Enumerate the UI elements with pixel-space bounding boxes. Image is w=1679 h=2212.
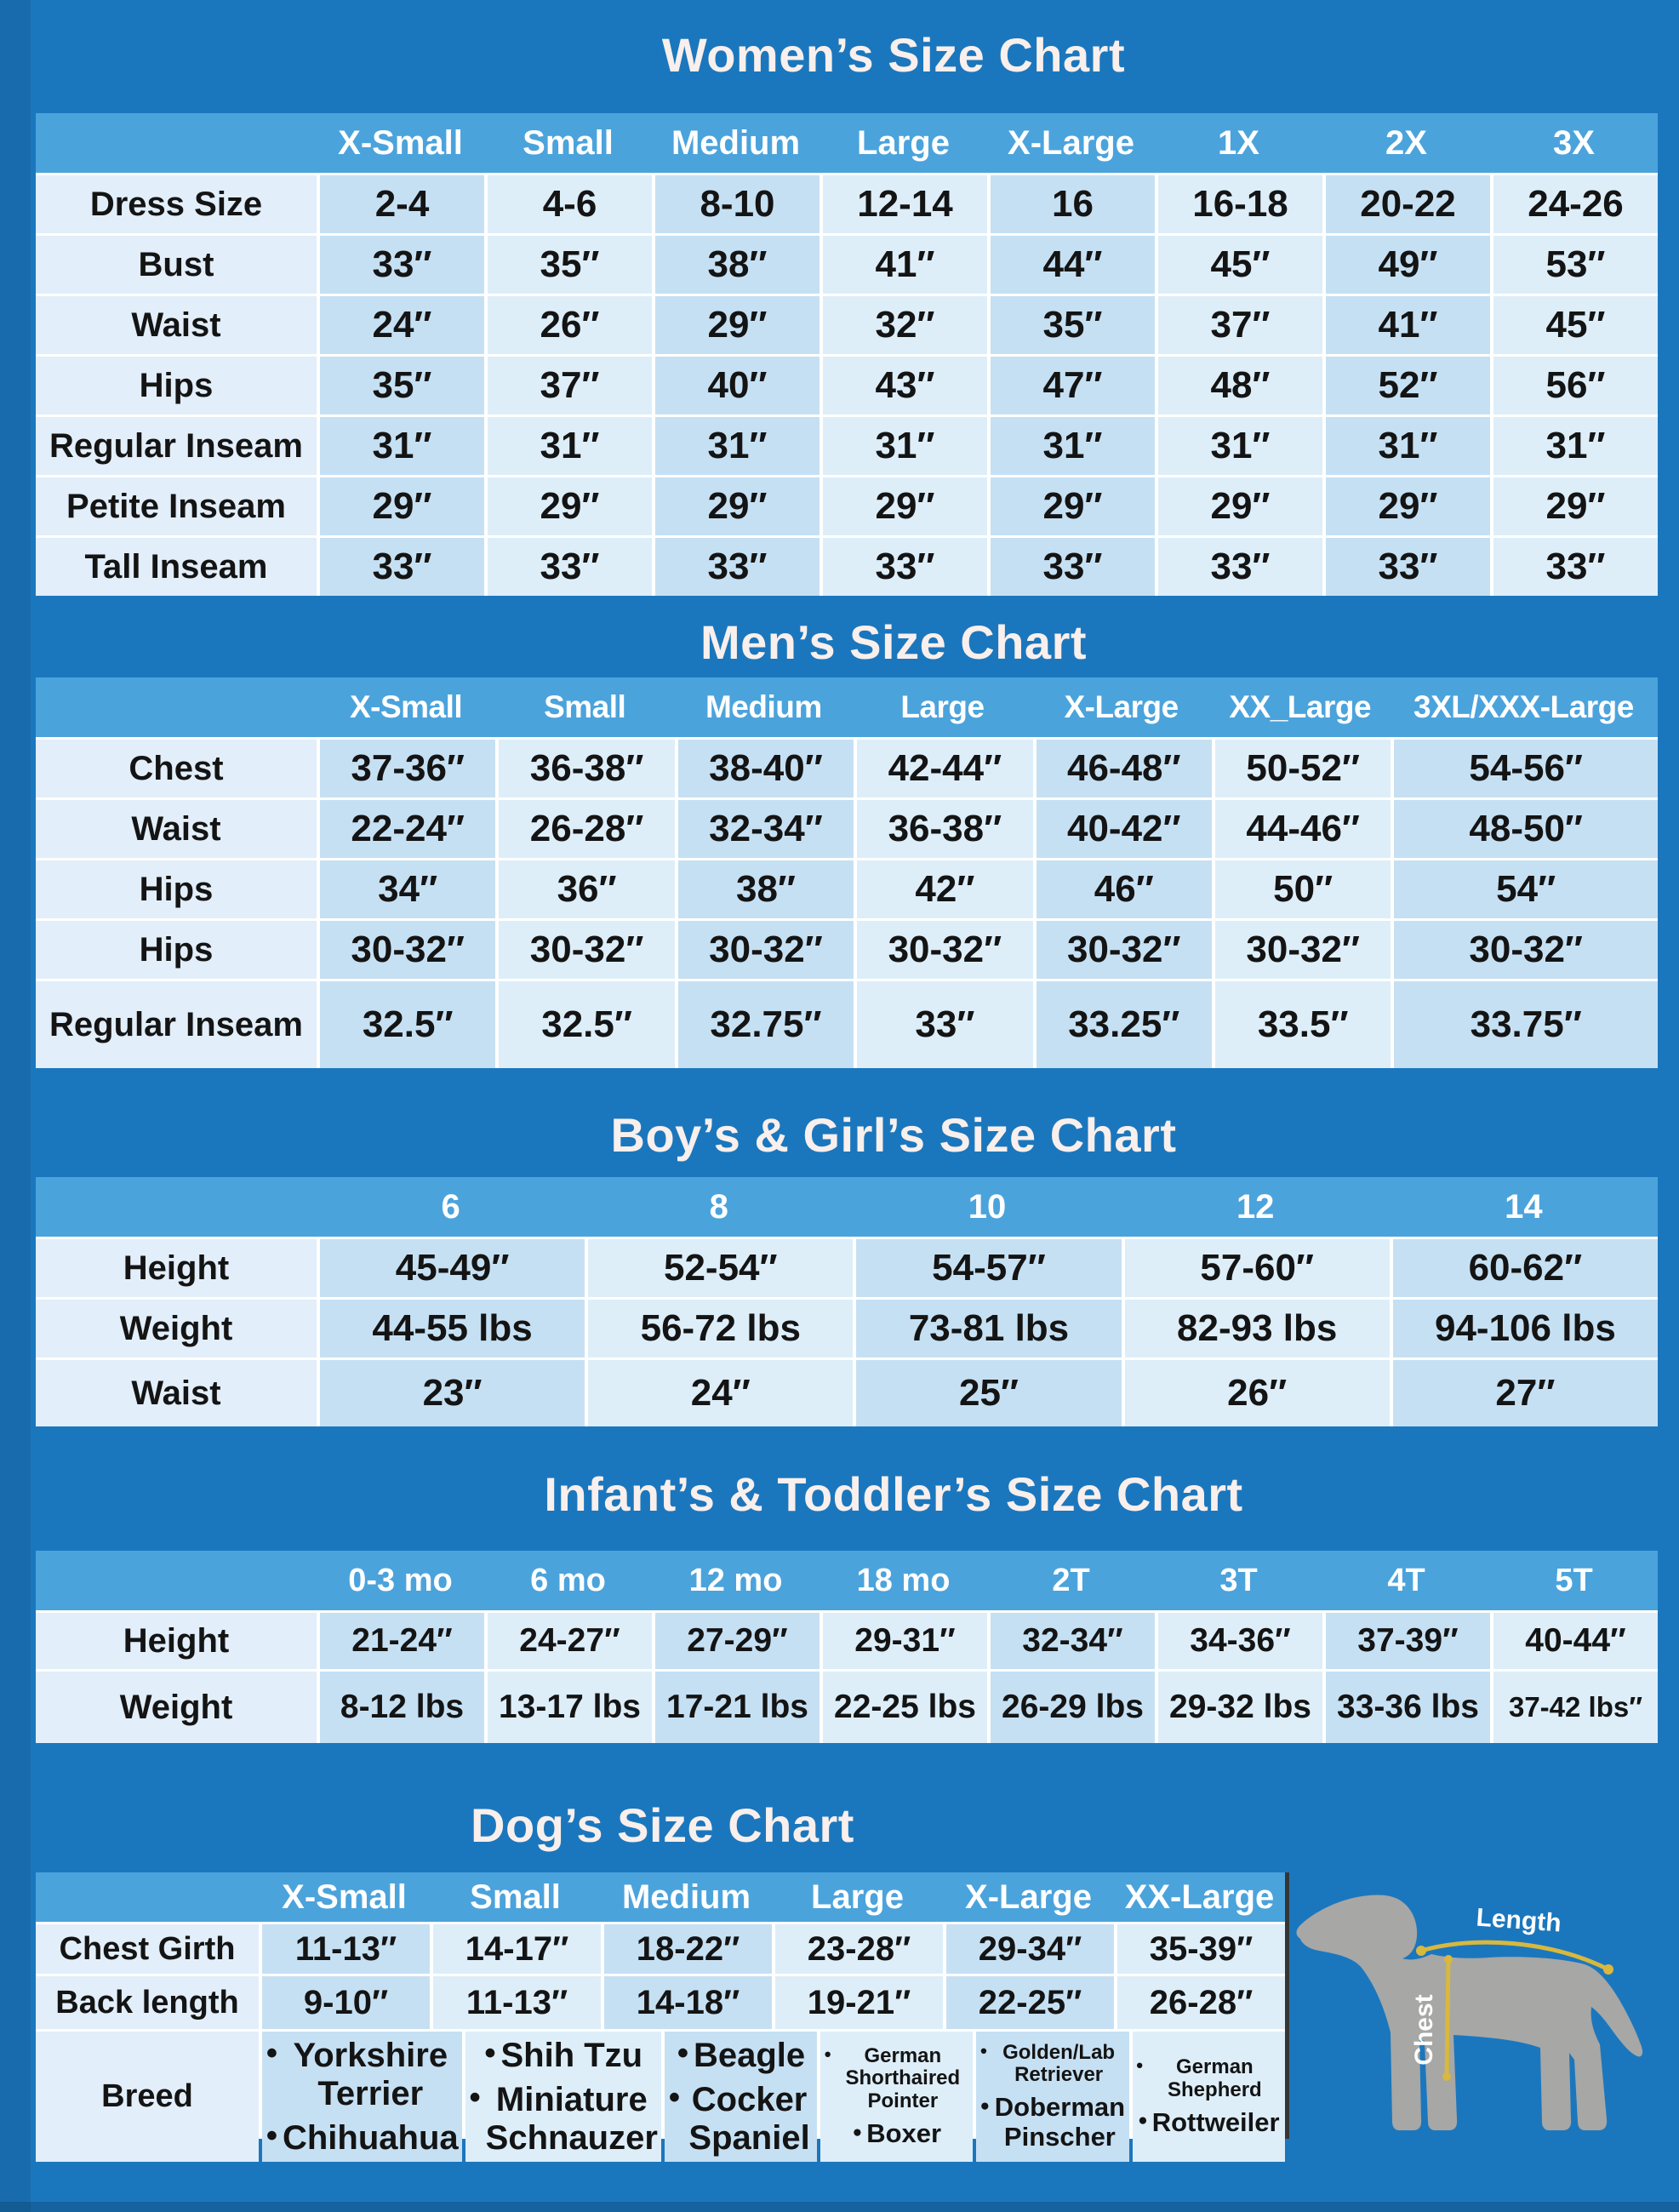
mens-value-cell: 36″: [499, 860, 674, 918]
infant-row-label: Height: [36, 1613, 317, 1669]
dog-header-spacer: [36, 1872, 259, 1922]
womens-value-cell: 40″: [655, 357, 820, 414]
womens-row-tall-inseam: [36, 538, 1658, 596]
infant-value-cell: 37-39″: [1326, 1613, 1490, 1669]
mens-row-label: Regular Inseam: [36, 981, 317, 1068]
mens-value-cell: 46-48″: [1037, 740, 1212, 797]
womens-value-cell: 47″: [991, 357, 1155, 414]
boys-value-cell: 24″: [588, 1360, 853, 1426]
womens-column-header: 1X: [1218, 123, 1259, 162]
breed-name: Chihuahua: [282, 2118, 459, 2157]
infant-row-height: [36, 1613, 1658, 1669]
mens-value-cell: 44-46″: [1215, 800, 1391, 858]
mens-row-hips: [36, 921, 1658, 979]
womens-value-cell: 29″: [655, 296, 820, 354]
chest-line-top-dot: [1444, 1955, 1453, 1963]
mens-value-cell: 30-32″: [678, 921, 854, 979]
womens-value-cell: 8-10: [655, 175, 820, 233]
dog-column-header: Small: [470, 1878, 561, 1916]
womens-value-cell: 31″: [1493, 417, 1658, 475]
infant-header-row: [36, 1551, 1658, 1610]
infant-value-cell: 21-24″: [320, 1613, 484, 1669]
womens-column-header: X-Small: [338, 123, 463, 162]
infant-header-spacer: [36, 1551, 317, 1610]
womens-value-cell: 29″: [488, 477, 652, 535]
breed-name: Golden/Lab Retriever: [1002, 2040, 1116, 2087]
mens-value-cell: 54″: [1394, 860, 1658, 918]
dog-breed-cell: [1133, 2032, 1285, 2162]
mens-column-header: X-Small: [349, 689, 463, 724]
womens-value-cell: 31″: [823, 417, 987, 475]
womens-value-cell: 20-22: [1326, 175, 1490, 233]
womens-value-cell: 33″: [991, 538, 1155, 596]
infant-column-header: 3T: [1219, 1562, 1258, 1598]
womens-value-cell: 29″: [655, 477, 820, 535]
dog-column-header: XX-Large: [1124, 1878, 1275, 1916]
breed-item: [979, 2093, 1125, 2152]
mens-value-cell: 32.5″: [320, 981, 495, 1068]
mens-value-cell: 37-36″: [320, 740, 495, 797]
breed-item: [469, 2081, 658, 2158]
womens-row-label: Regular Inseam: [36, 417, 317, 475]
womens-value-cell: 38″: [655, 236, 820, 294]
mens-column-header: Medium: [705, 689, 822, 724]
breed-item: [668, 2081, 814, 2158]
boys-value-cell: 44-55 lbs: [320, 1300, 585, 1357]
dog-value-cell: 23-28″: [775, 1924, 943, 1974]
mens-row-hips: [36, 860, 1658, 918]
womens-value-cell: 41″: [823, 236, 987, 294]
boys-column-header: 14: [1505, 1187, 1543, 1226]
dog-breed-cell: [820, 2032, 973, 2162]
womens-value-cell: 33″: [655, 538, 820, 596]
dog-column-header: Large: [811, 1878, 904, 1916]
length-line-end-dot: [1603, 1964, 1613, 1975]
womens-value-cell: 29″: [1326, 477, 1490, 535]
womens-value-cell: 31″: [1326, 417, 1490, 475]
womens-value-cell: 16: [991, 175, 1155, 233]
infant-value-cell: 29-32 lbs: [1158, 1672, 1322, 1743]
mens-value-cell: 33.25″: [1037, 981, 1212, 1068]
mens-value-cell: 50″: [1215, 860, 1391, 918]
mens-value-cell: 38″: [678, 860, 854, 918]
womens-row-regular-inseam: [36, 417, 1658, 475]
boys-value-cell: 25″: [856, 1360, 1121, 1426]
mens-value-cell: 40-42″: [1037, 800, 1212, 858]
womens-value-cell: 31″: [320, 417, 484, 475]
womens-header-spacer: [36, 113, 317, 173]
breed-item: [853, 2119, 941, 2149]
dog-breed-cell: [976, 2032, 1128, 2162]
mens-chart-title: Men’s Size Chart: [700, 615, 1088, 669]
mens-value-cell: 33.5″: [1215, 981, 1391, 1068]
mens-value-cell: 42-44″: [857, 740, 1032, 797]
bullet-icon: ●: [468, 2084, 482, 2108]
dog-value-cell: 35-39″: [1117, 1924, 1285, 1974]
mens-row-label: Hips: [36, 921, 317, 979]
dog-column-header: X-Large: [965, 1878, 1092, 1916]
bullet-icon: ●: [676, 2040, 689, 2064]
womens-value-cell: 31″: [488, 417, 652, 475]
womens-value-cell: 37″: [1158, 296, 1322, 354]
mens-value-cell: 30-32″: [1215, 921, 1391, 979]
womens-row-petite-inseam: [36, 477, 1658, 535]
length-line-start-dot: [1416, 1946, 1426, 1956]
mens-value-cell: 30-32″: [857, 921, 1032, 979]
boys-row-weight: [36, 1300, 1658, 1357]
bullet-icon: ●: [979, 2096, 991, 2115]
dog-value-cell: 11-13″: [262, 1924, 430, 1974]
dog-row-label: Back length: [36, 1976, 259, 2029]
womens-value-cell: 45″: [1493, 296, 1658, 354]
womens-value-cell: 29″: [1158, 477, 1322, 535]
length-label: Length: [1475, 1903, 1562, 1938]
womens-header-row: [36, 113, 1658, 173]
dog-header-row: [36, 1872, 1285, 1922]
bullet-icon: ●: [483, 2040, 497, 2064]
infant-value-cell: 22-25 lbs: [823, 1672, 987, 1743]
boys-value-cell: 54-57″: [856, 1239, 1121, 1297]
breed-name: Beagle: [693, 2037, 806, 2074]
womens-value-cell: 35″: [488, 236, 652, 294]
bullet-icon: ●: [1138, 2112, 1148, 2130]
womens-value-cell: 29″: [1493, 477, 1658, 535]
mens-value-cell: 36-38″: [857, 800, 1032, 858]
mens-column-header: Large: [900, 689, 985, 724]
womens-value-cell: 16-18: [1158, 175, 1322, 233]
mens-row-label: Chest: [36, 740, 317, 797]
bullet-icon: ●: [979, 2043, 988, 2058]
womens-value-cell: 33″: [1493, 538, 1658, 596]
womens-value-cell: 24″: [320, 296, 484, 354]
breed-name: Yorkshire Terrier: [293, 2037, 448, 2112]
womens-row-label: Dress Size: [36, 175, 317, 233]
boys-value-cell: 82-93 lbs: [1125, 1300, 1390, 1357]
womens-value-cell: 33″: [488, 538, 652, 596]
womens-chart-title: Women’s Size Chart: [661, 28, 1126, 82]
mens-value-cell: 50-52″: [1215, 740, 1391, 797]
mens-column-header: XX_Large: [1229, 689, 1372, 724]
womens-row-hips: [36, 357, 1658, 414]
chest-measure-line: [1447, 1959, 1448, 2077]
womens-value-cell: 53″: [1493, 236, 1658, 294]
dog-value-cell: 14-17″: [433, 1924, 601, 1974]
breed-item: [483, 2037, 642, 2075]
boys-row-label: Height: [36, 1239, 317, 1297]
mens-value-cell: 42″: [857, 860, 1032, 918]
boys-value-cell: 26″: [1125, 1360, 1390, 1426]
dogs-chart-title: Dog’s Size Chart: [471, 1798, 854, 1852]
womens-value-cell: 33″: [320, 538, 484, 596]
boys-girls-size-table: [36, 1177, 1658, 1426]
mens-value-cell: 26-28″: [499, 800, 674, 858]
breed-name: Boxer: [866, 2118, 942, 2149]
mens-column-header: Small: [544, 689, 626, 724]
chest-label: Chest: [1410, 1994, 1438, 2066]
womens-value-cell: 31″: [991, 417, 1155, 475]
mens-value-cell: 36-38″: [499, 740, 674, 797]
womens-value-cell: 32″: [823, 296, 987, 354]
boys-row-waist: [36, 1360, 1658, 1426]
womens-value-cell: 33″: [320, 236, 484, 294]
bullet-icon: ●: [667, 2084, 681, 2108]
breed-name: German Shepherd: [1168, 2055, 1262, 2101]
mens-value-cell: 54-56″: [1394, 740, 1658, 797]
mens-value-cell: 33″: [857, 981, 1032, 1068]
mens-row-label: Hips: [36, 860, 317, 918]
boys-header-row: [36, 1177, 1658, 1237]
womens-column-header: Small: [523, 123, 614, 162]
womens-column-header: X-Large: [1008, 123, 1134, 162]
breed-item: [677, 2037, 805, 2075]
breed-name: Rottweiler: [1151, 2106, 1280, 2137]
mens-column-header: X-Large: [1064, 689, 1179, 724]
womens-value-cell: 52″: [1326, 357, 1490, 414]
boys-value-cell: 52-54″: [588, 1239, 853, 1297]
infant-column-header: 4T: [1387, 1562, 1425, 1598]
bullet-icon: ●: [1135, 2059, 1144, 2073]
boys-value-cell: 60-62″: [1393, 1239, 1658, 1297]
womens-column-header: Medium: [671, 123, 801, 162]
boys-column-header: 8: [709, 1187, 728, 1226]
dog-row-label: Chest Girth: [36, 1924, 259, 1974]
infant-row-weight: [36, 1672, 1658, 1743]
womens-row-label: Bust: [36, 236, 317, 294]
infant-column-header: 2T: [1052, 1562, 1090, 1598]
womens-row-label: Waist: [36, 296, 317, 354]
infant-value-cell: 37-42 lbs″: [1493, 1672, 1658, 1743]
womens-value-cell: 29″: [320, 477, 484, 535]
mens-value-cell: 32-34″: [678, 800, 854, 858]
mens-value-cell: 30-32″: [499, 921, 674, 979]
womens-value-cell: 37″: [488, 357, 652, 414]
mens-column-header: 3XL/XXX-Large: [1413, 689, 1634, 724]
infant-value-cell: 13-17 lbs: [488, 1672, 652, 1743]
womens-column-header: 3X: [1553, 123, 1595, 162]
infant-value-cell: 8-12 lbs: [320, 1672, 484, 1743]
dog-value-cell: 26-28″: [1117, 1976, 1285, 2029]
womens-value-cell: 29″: [991, 477, 1155, 535]
breed-item: [824, 2045, 969, 2114]
bottom-edge-shade: [0, 2202, 1679, 2212]
womens-value-cell: 33″: [1326, 538, 1490, 596]
infant-value-cell: 34-36″: [1158, 1613, 1322, 1669]
womens-row-label: Petite Inseam: [36, 477, 317, 535]
infant-column-header: 12 mo: [688, 1562, 783, 1598]
womens-value-cell: 29″: [823, 477, 987, 535]
breed-name: Shih Tzu: [500, 2037, 643, 2074]
boys-column-header: 10: [968, 1187, 1007, 1226]
womens-value-cell: 43″: [823, 357, 987, 414]
infant-row-label: Weight: [36, 1672, 317, 1743]
boys-column-header: 6: [441, 1187, 460, 1226]
womens-value-cell: 12-14: [823, 175, 987, 233]
infants-toddlers-size-table: [36, 1551, 1658, 1743]
dog-value-cell: 19-21″: [775, 1976, 943, 2029]
infant-value-cell: 17-21 lbs: [655, 1672, 820, 1743]
womens-value-cell: 2-4: [320, 175, 484, 233]
dog-row-chest-girth: [36, 1924, 1285, 1974]
mens-value-cell: 30-32″: [320, 921, 495, 979]
dog-breed-cell: [465, 2032, 661, 2162]
dog-column-header: Medium: [621, 1878, 751, 1916]
mens-header-spacer: [36, 677, 317, 737]
bullet-icon: ●: [852, 2123, 863, 2141]
womens-row-dress-size: [36, 175, 1658, 233]
mens-value-cell: 38-40″: [678, 740, 854, 797]
boys-value-cell: 56-72 lbs: [588, 1300, 853, 1357]
dog-value-cell: 18-22″: [604, 1924, 772, 1974]
mens-size-table: [36, 677, 1658, 1068]
infant-column-header: 6 mo: [530, 1562, 606, 1598]
mens-value-cell: 22-24″: [320, 800, 495, 858]
infants-toddlers-chart-title: Infant’s & Toddler’s Size Chart: [544, 1467, 1243, 1521]
infant-value-cell: 24-27″: [488, 1613, 652, 1669]
infant-value-cell: 33-36 lbs: [1326, 1672, 1490, 1743]
womens-value-cell: 35″: [320, 357, 484, 414]
breed-item: [1138, 2108, 1279, 2138]
womens-value-cell: 44″: [991, 236, 1155, 294]
boys-row-height: [36, 1239, 1658, 1297]
dogs-size-table: [36, 1872, 1289, 2157]
womens-size-table: [36, 113, 1658, 596]
breed-item: [1136, 2056, 1282, 2102]
womens-value-cell: 49″: [1326, 236, 1490, 294]
dog-value-cell: 29-34″: [946, 1924, 1114, 1974]
breed-item: [266, 2119, 459, 2158]
womens-value-cell: 4-6: [488, 175, 652, 233]
boys-value-cell: 27″: [1393, 1360, 1658, 1426]
infant-value-cell: 27-29″: [655, 1613, 820, 1669]
dog-breed-cell: [665, 2032, 817, 2162]
womens-value-cell: 31″: [1158, 417, 1322, 475]
mens-value-cell: 32.75″: [678, 981, 854, 1068]
mens-value-cell: 34″: [320, 860, 495, 918]
mens-header-row: [36, 677, 1658, 737]
mens-value-cell: 30-32″: [1394, 921, 1658, 979]
womens-row-label: Hips: [36, 357, 317, 414]
infant-column-header: 5T: [1555, 1562, 1593, 1598]
womens-value-cell: 45″: [1158, 236, 1322, 294]
dog-value-cell: 22-25″: [946, 1976, 1114, 2029]
boys-value-cell: 73-81 lbs: [856, 1300, 1121, 1357]
boys-column-header: 12: [1236, 1187, 1275, 1226]
womens-value-cell: 35″: [991, 296, 1155, 354]
boys-girls-chart-title: Boy’s & Girl’s Size Chart: [610, 1108, 1177, 1162]
breed-item: [266, 2037, 459, 2113]
dog-value-cell: 9-10″: [262, 1976, 430, 2029]
womens-value-cell: 26″: [488, 296, 652, 354]
chest-line-bottom-dot: [1442, 2072, 1451, 2081]
womens-row-bust: [36, 236, 1658, 294]
mens-row-regular-inseam: [36, 981, 1658, 1068]
mens-value-cell: 46″: [1037, 860, 1212, 918]
infant-column-header: 18 mo: [856, 1562, 951, 1598]
infant-value-cell: 26-29 lbs: [991, 1672, 1155, 1743]
dog-breed-cell: [262, 2032, 462, 2162]
dog-row-breed: [36, 2032, 1285, 2157]
boys-value-cell: 94-106 lbs: [1393, 1300, 1658, 1357]
breed-name: Miniature Schnauzer: [485, 2080, 658, 2157]
dog-row-back-length: [36, 1976, 1285, 2029]
mens-row-chest: [36, 740, 1658, 797]
womens-column-header: Large: [857, 123, 950, 162]
bullet-icon: ●: [824, 2047, 832, 2061]
womens-value-cell: 33″: [823, 538, 987, 596]
boys-header-spacer: [36, 1177, 317, 1237]
womens-value-cell: 24-26: [1493, 175, 1658, 233]
infant-value-cell: 40-44″: [1493, 1613, 1658, 1669]
left-edge-shade: [0, 0, 31, 2212]
boys-row-label: Waist: [36, 1360, 317, 1426]
womens-column-header: 2X: [1385, 123, 1427, 162]
breed-item: [979, 2042, 1125, 2088]
infant-value-cell: 32-34″: [991, 1613, 1155, 1669]
womens-value-cell: 33″: [1158, 538, 1322, 596]
boys-value-cell: 23″: [320, 1360, 585, 1426]
mens-row-label: Waist: [36, 800, 317, 858]
womens-value-cell: 31″: [655, 417, 820, 475]
mens-value-cell: 48-50″: [1394, 800, 1658, 858]
dog-silhouette: [1297, 1895, 1643, 2131]
womens-value-cell: 41″: [1326, 296, 1490, 354]
mens-value-cell: 30-32″: [1037, 921, 1212, 979]
boys-row-label: Weight: [36, 1300, 317, 1357]
mens-value-cell: 33.75″: [1394, 981, 1658, 1068]
dog-column-header: X-Small: [282, 1878, 407, 1916]
womens-value-cell: 56″: [1493, 357, 1658, 414]
boys-value-cell: 45-49″: [320, 1239, 585, 1297]
bullet-icon: ●: [266, 2040, 278, 2064]
womens-value-cell: 48″: [1158, 357, 1322, 414]
breed-name: Cocker Spaniel: [688, 2080, 810, 2157]
womens-row-waist: [36, 296, 1658, 354]
dog-value-cell: 14-18″: [604, 1976, 772, 2029]
dog-row-label: Breed: [36, 2032, 259, 2162]
mens-value-cell: 32.5″: [499, 981, 674, 1068]
boys-value-cell: 57-60″: [1125, 1239, 1390, 1297]
dog-measurement-figure: [1278, 1830, 1657, 2153]
dog-value-cell: 11-13″: [433, 1976, 601, 2029]
infant-value-cell: 29-31″: [823, 1613, 987, 1669]
breed-name: German Shorthaired Pointer: [845, 2043, 961, 2113]
breed-name: Doberman Pinscher: [994, 2092, 1126, 2152]
mens-row-waist: [36, 800, 1658, 858]
bullet-icon: ●: [266, 2123, 278, 2146]
womens-row-label: Tall Inseam: [36, 538, 317, 596]
infant-column-header: 0-3 mo: [348, 1562, 453, 1598]
